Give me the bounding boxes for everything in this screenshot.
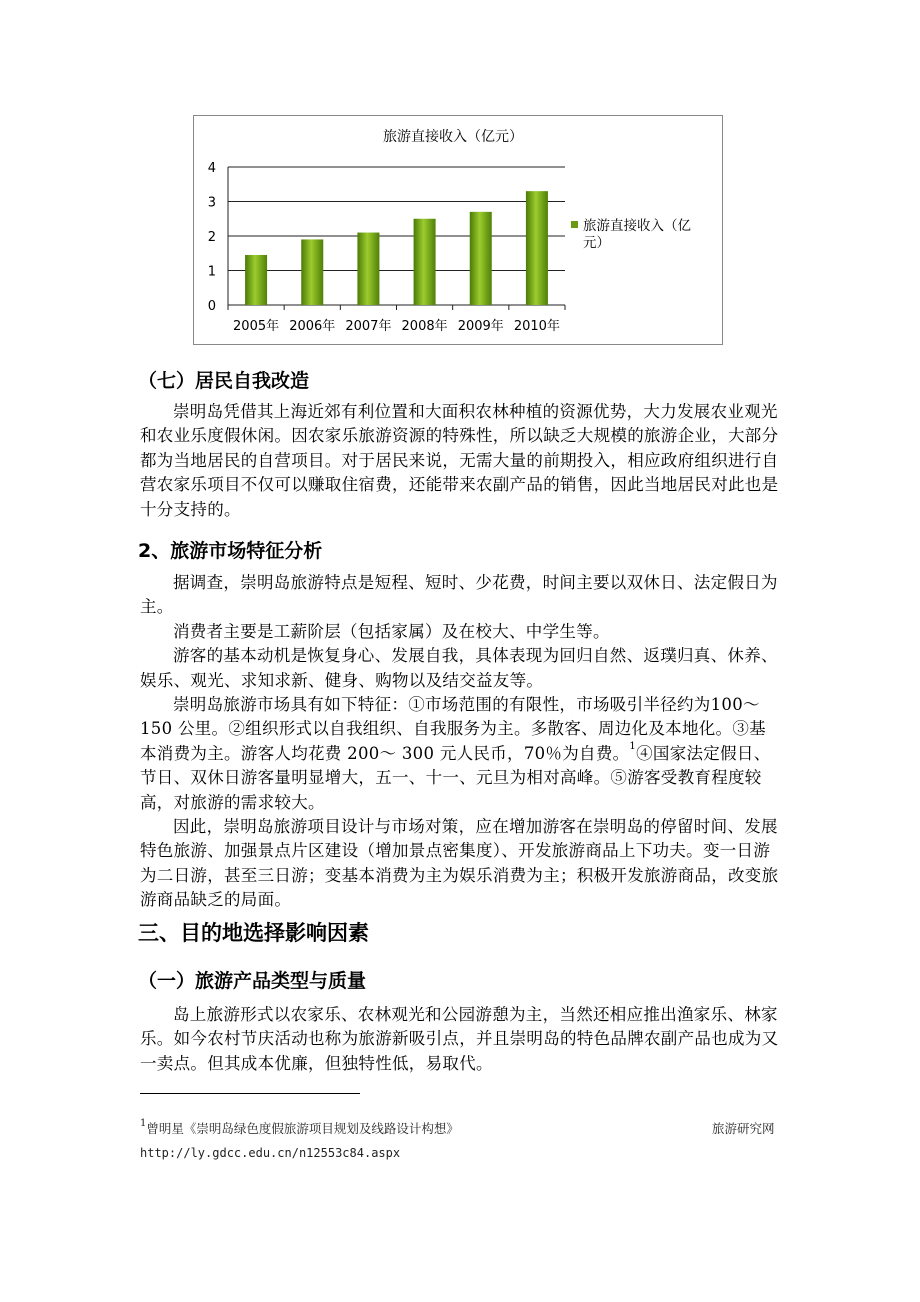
bar-2009年 (470, 212, 492, 305)
strategy-paragraph: 因此，崇明岛旅游项目设计与市场对策，应在增加游客在崇明岛的停留时间、发展特色旅游、加强景点片区建设（增加景点密集度）、开发旅游商品上下功夫。变一日游为二日游，甚至三日游；变基本消费为主为娱乐消费为主；积极开发旅游商品，改变旅游商品缺乏的局面。 (140, 817, 779, 910)
y-tick-label: 1 (207, 264, 216, 280)
section-3-1-heading: （一）旅游产品类型与质量 (138, 970, 367, 992)
x-tick-label: 2010年 (513, 319, 560, 334)
market-features-part2: ④国家法定假日、节日、双休日游客量明显增大，五一、十一、元旦为相对高峰。⑤游客受教育程度较高，对旅游的需求较大。 (140, 743, 771, 812)
product-type-paragraph: 岛上旅游形式以农家乐、农林观光和公园游憩为主，当然还相应推出渔家乐、林家乐。如今农村节庆活动也称为旅游新吸引点，并且崇明岛的特色品牌农副产品也成为又一卖点。但其成本优廉，但独特性低，易取代。 (140, 1005, 779, 1073)
legend-swatch (571, 221, 578, 228)
y-tick-label: 4 (207, 161, 216, 176)
y-tick-label: 3 (207, 195, 216, 211)
footnote-source: 旅游研究网 (712, 1121, 775, 1136)
bar-2007年 (357, 233, 379, 305)
section-7-heading: （七）居民自我改造 (138, 370, 310, 392)
bar-2008年 (414, 219, 436, 305)
legend-label-line1: 旅游直接收入（亿 (583, 218, 691, 234)
footnote-text: 曾明星《崇明岛绿色度假旅游项目规划及线路设计构想》 (146, 1121, 459, 1136)
revenue-chart (193, 115, 723, 345)
section-2-heading: 2、旅游市场特征分析 (138, 540, 323, 562)
market-features-paragraph (140, 693, 782, 815)
footnote-mark: 1 (140, 1118, 147, 1129)
section-2-body (140, 571, 782, 913)
footnote-divider (140, 1093, 360, 1094)
x-tick-label: 2005年 (233, 319, 280, 334)
bar-2006年 (301, 239, 323, 305)
x-tick-label: 2007年 (345, 319, 392, 334)
motivation-paragraph: 游客的基本动机是恢复身心、发展自我，具体表现为回归自然、返璞归真、休养、娱乐、观光、求知求新、健身、购物以及结交益友等。 (140, 646, 778, 690)
footnote-ref[interactable]: 1 (629, 740, 637, 752)
chart-title: 旅游直接收入（亿元） (383, 129, 523, 145)
y-tick-label: 2 (207, 230, 216, 245)
x-tick-label: 2008年 (401, 319, 448, 334)
section-3-heading: 三、目的地选择影响因素 (138, 921, 369, 945)
bar-2010年 (526, 191, 548, 305)
x-tick-label: 2006年 (289, 319, 336, 334)
consumer-paragraph: 消费者主要是工薪阶层（包括家属）及在校大、中学生等。 (173, 621, 610, 641)
section-7-body (140, 400, 782, 522)
x-tick-label: 2009年 (457, 319, 504, 334)
revenue-chart-svg (194, 116, 724, 346)
footnote-citation (140, 1119, 459, 1137)
section-7-paragraph: 崇明岛凭借其上海近郊有利位置和大面积农林种植的资源优势，大力发展农业观光和农业乐度假休闲。因农家乐旅游资源的特殊性，所以缺乏大规模的旅游企业，大部分都为当地居民的自营项目。对于居民来说，无需大量的前期投入，相应政府组织进行自营农家乐项目不仅可以赚取住宿费，还能带来农副产品的销售，因此当地居民对此也是十分支持的。 (140, 402, 779, 519)
y-tick-label: 0 (207, 299, 216, 314)
footnote-url[interactable]: http://ly.gdcc.edu.cn/n12553c84.aspx (140, 1146, 401, 1160)
section-3-1-body (140, 1003, 782, 1076)
market-features-part1: 崇明岛旅游市场具有如下特征：①市场范围的有限性，市场吸引半径约为100～150 公里。②组织形式以自我组织、自我服务为主。多散客、周边化及本地化。③基本消费为主。游客人均花费 200～ 300 元人民币，70％为自费。 (140, 695, 766, 763)
legend-label-line2: 元） (583, 235, 610, 251)
bar-2005年 (245, 255, 267, 305)
market-survey-paragraph: 据调查，崇明岛旅游特点是短程、短时、少花费，时间主要以双休日、法定假日为主。 (140, 573, 778, 617)
